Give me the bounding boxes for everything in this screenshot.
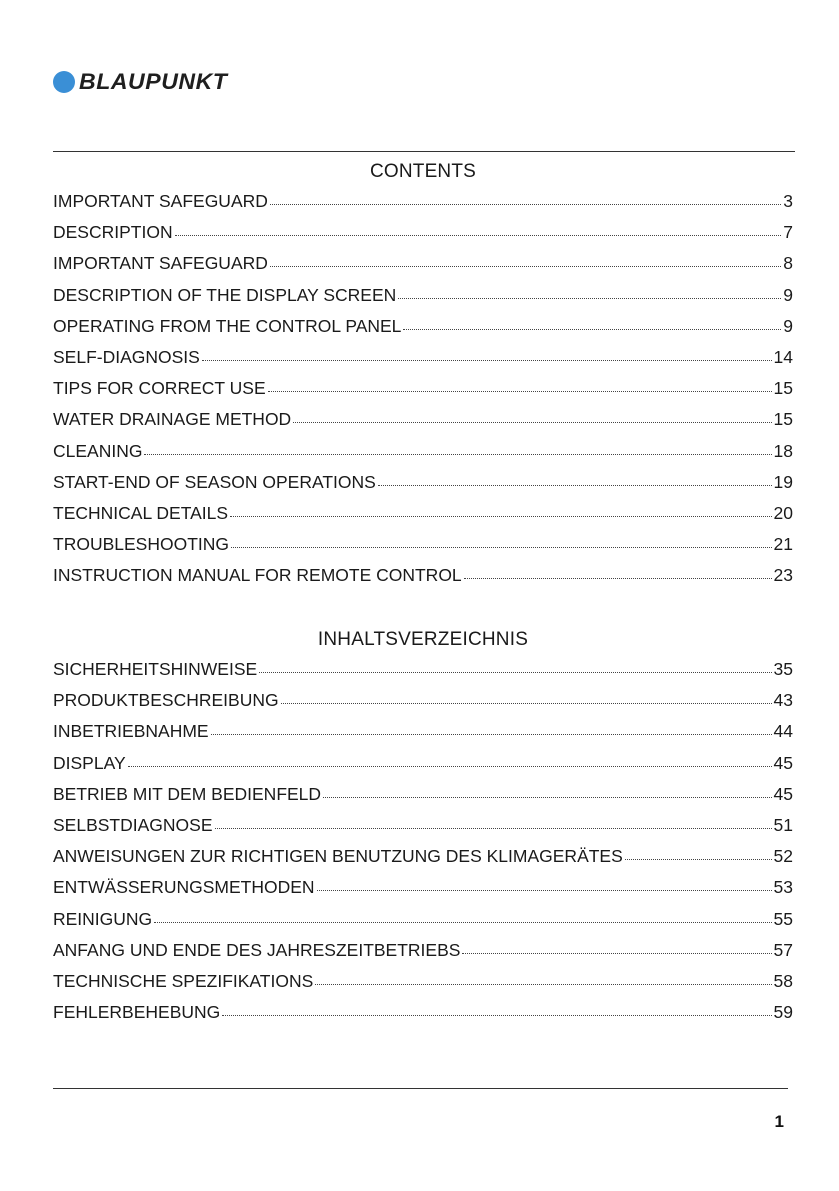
toc-entry-page: 21 <box>773 534 793 555</box>
toc-entry <box>53 409 793 440</box>
toc-entry-label: DESCRIPTION OF THE DISPLAY SCREEN <box>53 284 397 305</box>
toc-entry <box>53 1002 793 1033</box>
toc-dot-leader <box>464 578 772 579</box>
toc-dot-leader <box>154 922 771 923</box>
toc-dot-leader <box>259 672 771 673</box>
toc-dot-leader <box>378 485 772 486</box>
toc-entry-label: IMPORTANT SAFEGUARD <box>53 253 268 274</box>
toc-entry <box>53 503 793 534</box>
toc-dot-leader <box>625 859 772 860</box>
toc-entry-page: 45 <box>773 783 793 804</box>
toc-entry-label: INSTRUCTION MANUAL FOR REMOTE CONTROL <box>53 565 462 586</box>
toc-entry <box>53 316 793 347</box>
toc-entry-label: DESCRIPTION <box>53 222 173 243</box>
toc-entry-label: OPERATING FROM THE CONTROL PANEL <box>53 315 402 336</box>
toc-entry <box>53 441 793 472</box>
toc-entry <box>53 378 793 409</box>
toc-dot-leader <box>211 734 772 735</box>
contents-list-en <box>53 191 793 596</box>
toc-entry-page: 15 <box>773 378 793 399</box>
toc-dot-leader <box>293 422 771 423</box>
toc-dot-leader <box>222 1015 771 1016</box>
toc-entry-page: 44 <box>773 721 793 742</box>
toc-entry-label: DISPLAY <box>53 752 126 773</box>
toc-entry <box>53 753 793 784</box>
toc-entry-label: TECHNISCHE SPEZIFIKATIONS <box>53 970 314 991</box>
toc-entry <box>53 877 793 908</box>
toc-entry-page: 19 <box>773 471 793 492</box>
toc-entry <box>53 222 793 253</box>
toc-entry-label: ANWEISUNGEN ZUR RICHTIGEN BENUTZUNG DES KLIMAGERÄTES <box>53 846 623 867</box>
toc-entry-label: IMPORTANT SAFEGUARD <box>53 191 268 211</box>
page-number: 1 <box>774 1112 784 1131</box>
toc-entry-page: 18 <box>773 440 793 461</box>
toc-dot-leader <box>270 204 781 205</box>
toc-entry-page: 15 <box>773 409 793 430</box>
toc-entry <box>53 565 793 596</box>
toc-entry <box>53 971 793 1002</box>
toc-entry-label: FEHLERBEHEBUNG <box>53 1002 221 1023</box>
toc-entry-label: SELBSTDIAGNOSE <box>53 814 213 835</box>
toc-entry-label: REINIGUNG <box>53 908 153 929</box>
toc-entry-page: 35 <box>773 659 793 679</box>
toc-dot-leader <box>398 298 781 299</box>
toc-entry-page: 45 <box>773 752 793 773</box>
toc-entry-page: 8 <box>783 253 793 274</box>
toc-entry-label: PRODUKTBESCHREIBUNG <box>53 690 279 711</box>
toc-entry-page: 58 <box>773 970 793 991</box>
toc-entry-page: 51 <box>773 814 793 835</box>
toc-entry-label: TECHNICAL DETAILS <box>53 502 229 523</box>
toc-dot-leader <box>202 360 772 361</box>
toc-dot-leader <box>230 516 771 517</box>
contents-list-de <box>53 659 793 1033</box>
toc-entry-label: ENTWÄSSERUNGSMETHODEN <box>53 877 315 898</box>
toc-dot-leader <box>403 329 781 330</box>
toc-entry-page: 57 <box>773 939 793 960</box>
toc-dot-leader <box>323 797 771 798</box>
toc-entry <box>53 909 793 940</box>
brand-logo <box>53 68 228 96</box>
contents-title: CONTENTS <box>369 161 477 182</box>
toc-entry <box>53 347 793 378</box>
toc-entry-label: SELF-DIAGNOSIS <box>53 346 200 367</box>
toc-entry-page: 43 <box>773 690 793 711</box>
toc-entry-page: 7 <box>783 222 793 243</box>
toc-entry <box>53 940 793 971</box>
toc-entry-page: 53 <box>773 877 793 898</box>
toc-entry-page: 9 <box>783 284 793 305</box>
toc-entry-page: 59 <box>773 1002 793 1023</box>
logo-dot-icon <box>53 71 75 93</box>
toc-entry-page: 20 <box>773 502 793 523</box>
toc-entry-label: INBETRIEBNAHME <box>53 721 209 742</box>
toc-dot-leader <box>281 703 772 704</box>
toc-dot-leader <box>462 953 771 954</box>
toc-dot-leader <box>270 266 781 267</box>
brand-name: BLAUPUNKT <box>79 69 228 94</box>
toc-entry <box>53 253 793 284</box>
toc-entry <box>53 285 793 316</box>
toc-entry-label: TROUBLESHOOTING <box>53 534 229 555</box>
toc-entry-label: CLEANING <box>53 440 143 461</box>
toc-entry-page: 52 <box>773 846 793 867</box>
toc-dot-leader <box>268 391 772 392</box>
toc-entry-page: 55 <box>773 908 793 929</box>
toc-entry <box>53 690 793 721</box>
toc-entry <box>53 846 793 877</box>
toc-entry-label: BETRIEB MIT DEM BEDIENFELD <box>53 783 322 804</box>
toc-entry-page: 9 <box>783 315 793 336</box>
toc-dot-leader <box>175 235 782 236</box>
top-divider <box>53 151 795 152</box>
toc-entry-page: 23 <box>773 565 793 586</box>
inhaltsverzeichnis-title: INHALTSVERZEICHNIS <box>317 629 529 650</box>
toc-entry <box>53 784 793 815</box>
toc-entry-page: 3 <box>783 191 793 211</box>
toc-entry-label: START-END OF SEASON OPERATIONS <box>53 471 376 492</box>
toc-dot-leader <box>231 547 772 548</box>
toc-entry-label: WATER DRAINAGE METHOD <box>53 409 292 430</box>
toc-entry-label: ANFANG UND ENDE DES JAHRESZEITBETRIEBS <box>53 939 461 960</box>
toc-entry <box>53 815 793 846</box>
toc-dot-leader <box>317 890 772 891</box>
toc-entry <box>53 534 793 565</box>
toc-entry <box>53 191 793 222</box>
toc-dot-leader <box>144 454 771 455</box>
bottom-divider <box>53 1088 788 1089</box>
toc-entry <box>53 721 793 752</box>
toc-entry-label: TIPS FOR CORRECT USE <box>53 378 266 399</box>
toc-dot-leader <box>215 828 772 829</box>
toc-entry-page: 14 <box>773 346 793 367</box>
toc-dot-leader <box>315 984 771 985</box>
toc-entry <box>53 659 793 690</box>
toc-dot-leader <box>128 766 772 767</box>
toc-entry-label: SICHERHEITSHINWEISE <box>53 659 258 679</box>
toc-entry <box>53 472 793 503</box>
